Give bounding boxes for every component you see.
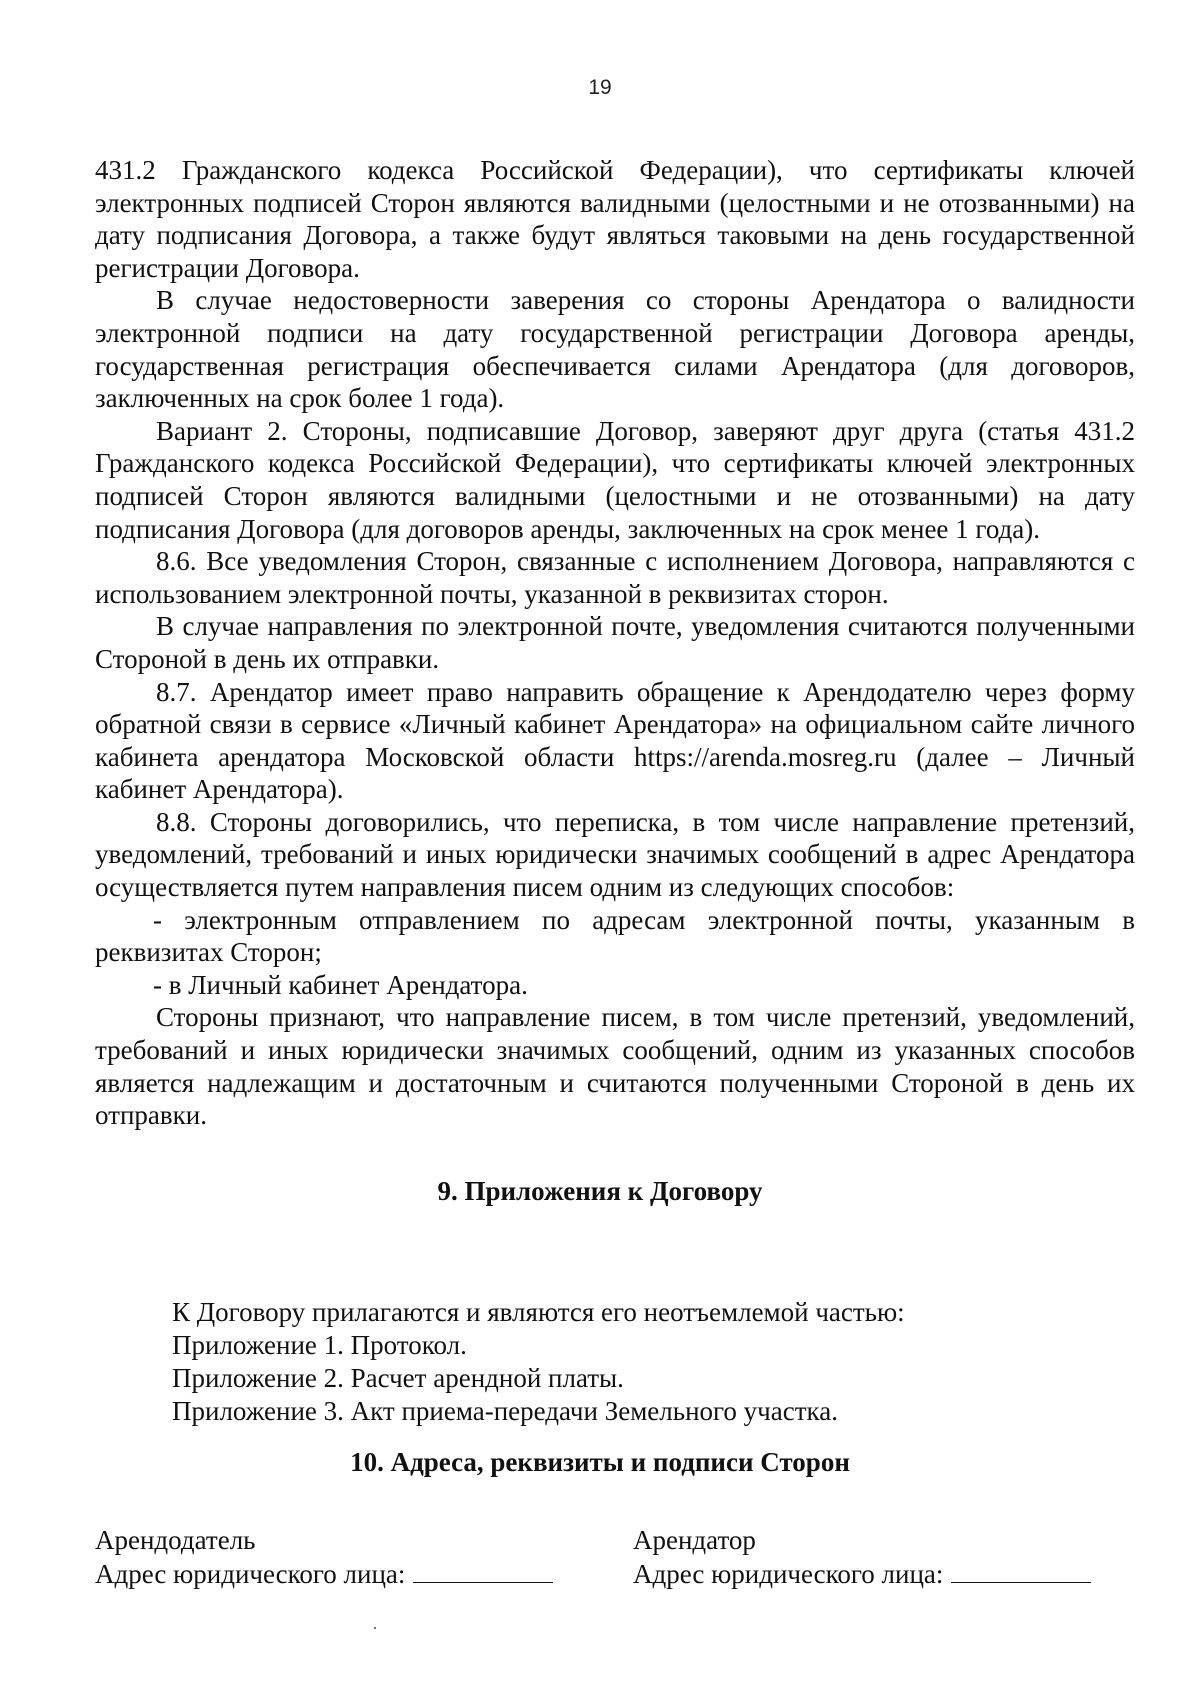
paragraph-signature-validity: 431.2 Гражданского кодекса Российской Федерации), что сертификаты ключей электронных подписей Сторон являются валидными (целостными и не отозванными) на дату подписания Договора, а также будут являться таковыми на день государственной регистрации Договора.	[95, 155, 1135, 283]
section-10-title: 10. Адреса, реквизиты и подписи Сторон	[350, 1447, 850, 1477]
clause-8-6: 8.6. Все уведомления Сторон, связанные с исполнением Договора, направляются с использованием электронной почты, указанной в реквизитах сторон.	[95, 546, 1135, 609]
annex-item: Приложение 1. Протокол.	[172, 1330, 467, 1360]
tenant-address-row	[633, 1557, 1091, 1591]
paragraph-unreliable-assurance: В случае недостоверности заверения со стороны Арендатора о валидности электронной подписи на дату государственной регистрации Договора аренды, государственная регистрация обеспечивается силами Арендатора (для договоров, заключенных на срок более 1 года).	[95, 285, 1135, 414]
landlord-address-blank	[413, 1558, 553, 1583]
paragraph-email-receipt: В случае направления по электронной почте, уведомления считаются полученными Стороной в день их отправки.	[95, 611, 1135, 674]
landlord-block	[95, 1523, 553, 1591]
tenant-block	[633, 1523, 1091, 1591]
method-cabinet-item: - в Личный кабинет Арендатора.	[153, 969, 528, 1000]
tenant-address-label: Адрес юридического лица:	[633, 1559, 944, 1589]
scan-speck	[374, 1627, 376, 1629]
method-email-item: - электронным отправлением по адресам электронной почты, указанным в реквизитах Сторон;	[95, 904, 1135, 968]
clause-8-7: 8.7. Арендатор имеет право направить обращение к Арендодателю через форму обратной связи в сервисе «Личный кабинет Арендатора» на официальном сайте личного кабинета арендатора Московской области https://arenda.mosreg.ru (далее – Личный кабинет Арендатора).	[95, 676, 1135, 805]
tenant-label: Арендатор	[633, 1525, 756, 1555]
annex-item: Приложение 2. Расчет арендной платы.	[172, 1363, 624, 1393]
clause-8-8: 8.8. Стороны договорились, что переписка, в том числе направление претензий, уведомлений, требований и иных юридически значимых сообщений в адрес Арендатора осуществляется путем направления писем одним из следующих способов:	[95, 806, 1135, 903]
tenant-address-blank	[951, 1558, 1091, 1583]
annex-item: Приложение 3. Акт приема-передачи Земельного участка.	[172, 1396, 838, 1426]
annex-list	[172, 1296, 905, 1428]
landlord-address-label: Адрес юридического лица:	[95, 1559, 406, 1589]
section-9-title: 9. Приложения к Договору	[437, 1176, 763, 1206]
annex-intro: К Договору прилагаются и являются его неотъемлемой частью:	[172, 1297, 905, 1327]
contract-body	[95, 154, 1135, 1132]
page-number: 19	[588, 76, 612, 99]
paragraph-parties-acknowledge: Стороны признают, что направление писем, в том числе претензий, уведомлений, требований и иных юридически значимых сообщений, одним из указанных способов является надлежащим и достаточным и считаются полученными Стороной в день их отправки.	[95, 1002, 1135, 1131]
landlord-label: Арендодатель	[95, 1525, 256, 1555]
landlord-address-row	[95, 1557, 553, 1591]
paragraph-variant-2: Вариант 2. Стороны, подписавшие Договор, заверяют друг друга (статья 431.2 Гражданского кодекса Российской Федерации), что сертификаты ключей электронных подписей Сторон являются валидными (целостными и не отозванными) на дату подписания Договора (для договоров аренды, заключенных на срок менее 1 года).	[95, 415, 1135, 544]
